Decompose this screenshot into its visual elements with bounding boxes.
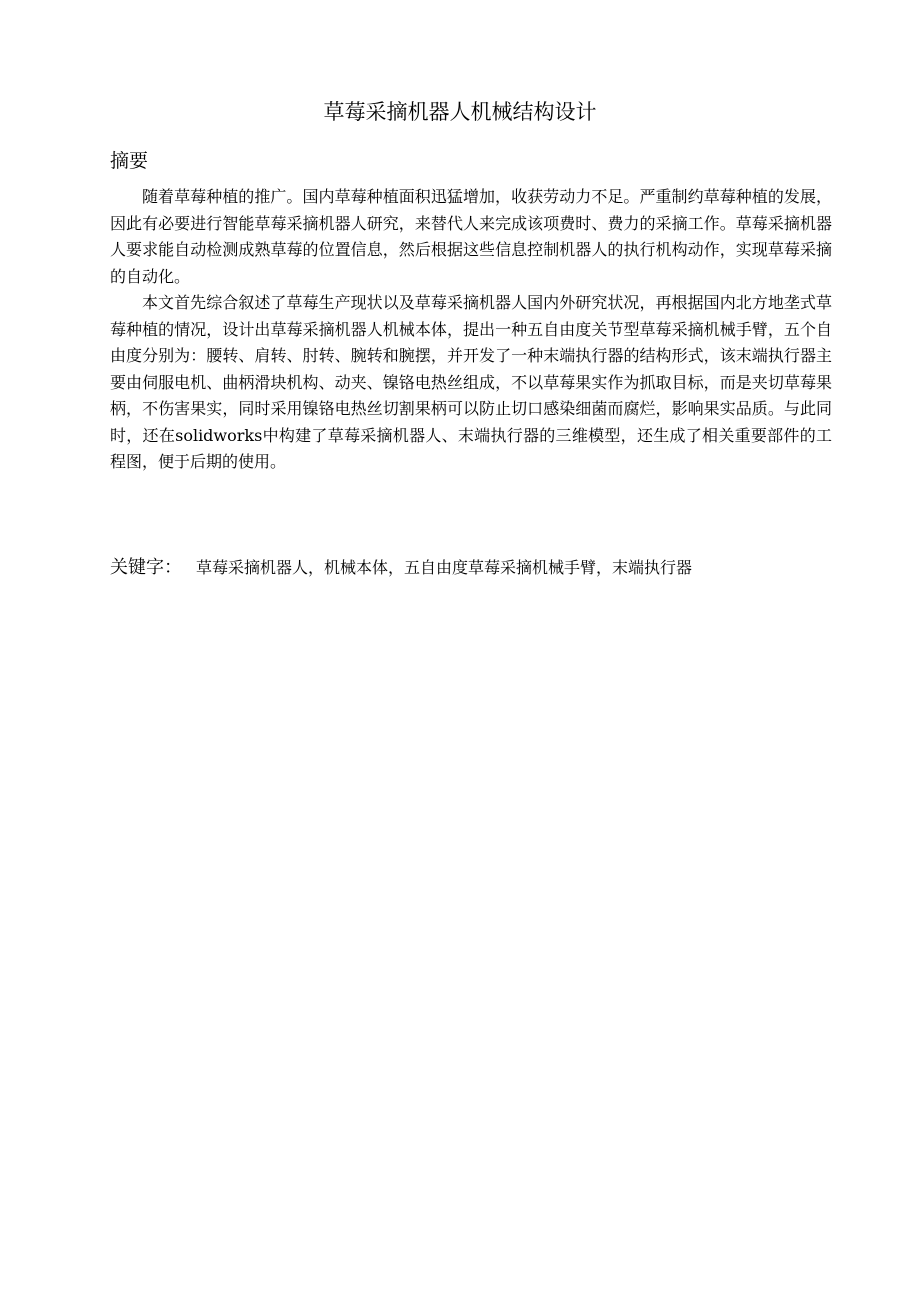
keywords-value: 草莓采摘机器人，机械本体，五自由度草莓采摘机械手臂，末端执行器 [196, 558, 693, 577]
keywords-label: 关键字： [110, 557, 182, 578]
abstract-body [110, 184, 832, 476]
keywords-line [110, 553, 832, 584]
document-title: 草莓采摘机器人机械结构设计 [323, 100, 597, 124]
abstract-paragraph-1: 随着草莓种植的推广。国内草莓种植面积迅猛增加，收获劳动力不足。严重制约草莓种植的发展，因此有必要进行智能草莓采摘机器人研究，来替代人来完成该项费时、费力的采摘工作。草莓采摘机器人要求能自动检测成熟草莓的位置信息，然后根据这些信息控制机器人的执行机构动作，实现草莓采摘的自动化。 [110, 187, 832, 286]
abstract-paragraph-2: 本文首先综合叙述了草莓生产现状以及草莓采摘机器人国内外研究状况，再根据国内北方地垄式草莓种植的情况，设计出草莓采摘机器人机械本体，提出一种五自由度关节型草莓采摘机械手臂，五个自由度分别为：腰转、肩转、肘转、腕转和腕摆，并开发了一种末端执行器的结构形式，该末端执行器主要由伺服电机、曲柄滑块机构、动夹、镍铬电热丝组成，不以草莓果实作为抓取目标，而是夹切草莓果柄，不伤害果实，同时采用镍铬电热丝切割果柄可以防止切口感染细菌而腐烂，影响果实品质。与此同时，还在solidworks中构建了草莓采摘机器人、末端执行器的三维模型，还生成了相关重要部件的工程图，便于后期的使用。 [110, 293, 832, 471]
abstract-heading: 摘要 [110, 150, 149, 172]
